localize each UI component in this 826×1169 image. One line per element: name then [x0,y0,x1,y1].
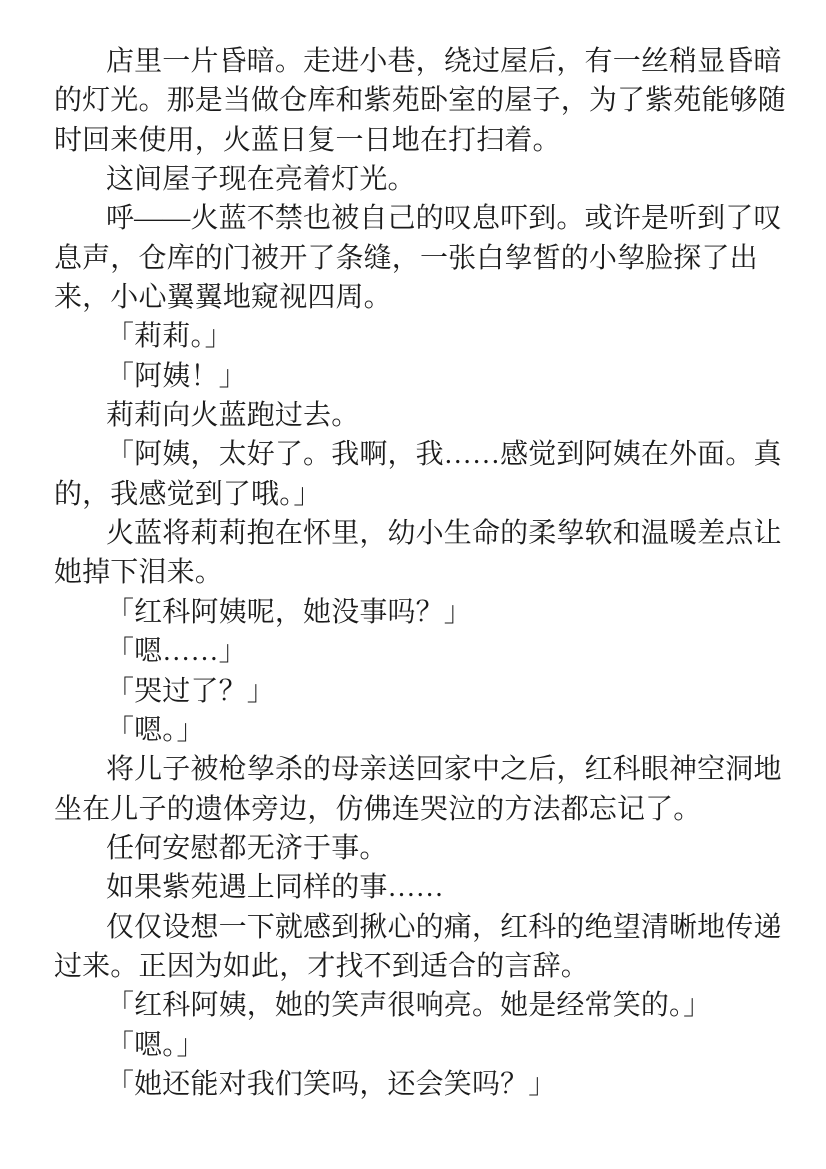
text-line: 「她还能对我们笑吗，还会笑吗？」 [106,1068,557,1100]
paragraph [54,435,794,514]
paragraph [54,632,794,671]
text-line: 她掉下泪来。 [54,557,223,589]
paragraph [54,1026,794,1065]
text-line: 过来。正因为如此，才找不到适合的言辞。 [54,950,589,982]
text-line: 将儿子被枪孧杀的母亲送回家中之后，红科眼神空洞地 [106,754,782,786]
paragraph [54,711,794,750]
text-line: 仅仅设想一下就感到揪心的痛，红科的绝望清晰地传递 [106,911,782,943]
text-line: 「哭过了？」 [106,675,275,707]
text-line: 「嗯……」 [106,636,247,668]
paragraph [54,593,794,632]
text-line: 莉莉向火蓝跑过去。 [106,400,360,432]
paragraph [54,396,794,435]
paragraph [54,514,794,593]
text-line: 来，小心翼翼地窥视四周。 [54,282,392,314]
paragraph [54,357,794,396]
text-line: 息声，仓库的门被开了条缝，一张白孧皙的小孧脸探了出 [54,242,758,274]
text-line: 「嗯。」 [106,714,205,746]
paragraph [54,317,794,356]
text-line: 「阿姨！」 [106,360,247,392]
text-line: 店里一片昏暗。走进小巷，绕过屋后，有一丝稍显昏暗 [106,46,782,77]
paragraph [54,672,794,711]
text-line: 任何安慰都无济于事。 [106,832,388,864]
text-line: 「红科阿姨，她的笑声很响亮。她是经常笑的。」 [106,990,712,1022]
text-line: 时回来使用，火蓝日复一日地在打扫着。 [54,124,561,156]
text-line: 「莉莉。」 [106,321,233,353]
paragraph [54,750,794,829]
paragraph [54,829,794,868]
text-line: 「阿姨，太好了。我啊，我……感觉到阿姨在外面。真 [106,439,782,471]
text-line: 「红科阿姨呢，她没事吗？」 [106,596,472,628]
text-line: 呼——火蓝不禁也被自己的叹息吓到。或许是听到了叹 [106,203,782,235]
paragraph [54,199,794,317]
text-line: 这间屋子现在亮着灯光。 [106,164,416,196]
paragraph [54,42,794,160]
text-line: 火蓝将莉莉抱在怀里，幼小生命的柔孧软和温暖差点让 [106,518,782,550]
text-line: 坐在儿子的遗体旁边，仿佛连哭泣的方法都忘记了。 [54,793,702,825]
text-line: 「嗯。」 [106,1029,205,1061]
text-line: 的灯光。那是当做仓库和紫苑卧室的屋子，为了紫苑能够随 [54,85,786,117]
paragraph [54,986,794,1025]
text-line: 如果紫苑遇上同样的事…… [106,872,444,904]
paragraph [54,1065,794,1104]
text-line: 的，我感觉到了哦。」 [54,478,322,510]
paragraph [54,868,794,907]
paragraph [54,908,794,987]
paragraph [54,160,794,199]
page-text [54,42,794,1104]
